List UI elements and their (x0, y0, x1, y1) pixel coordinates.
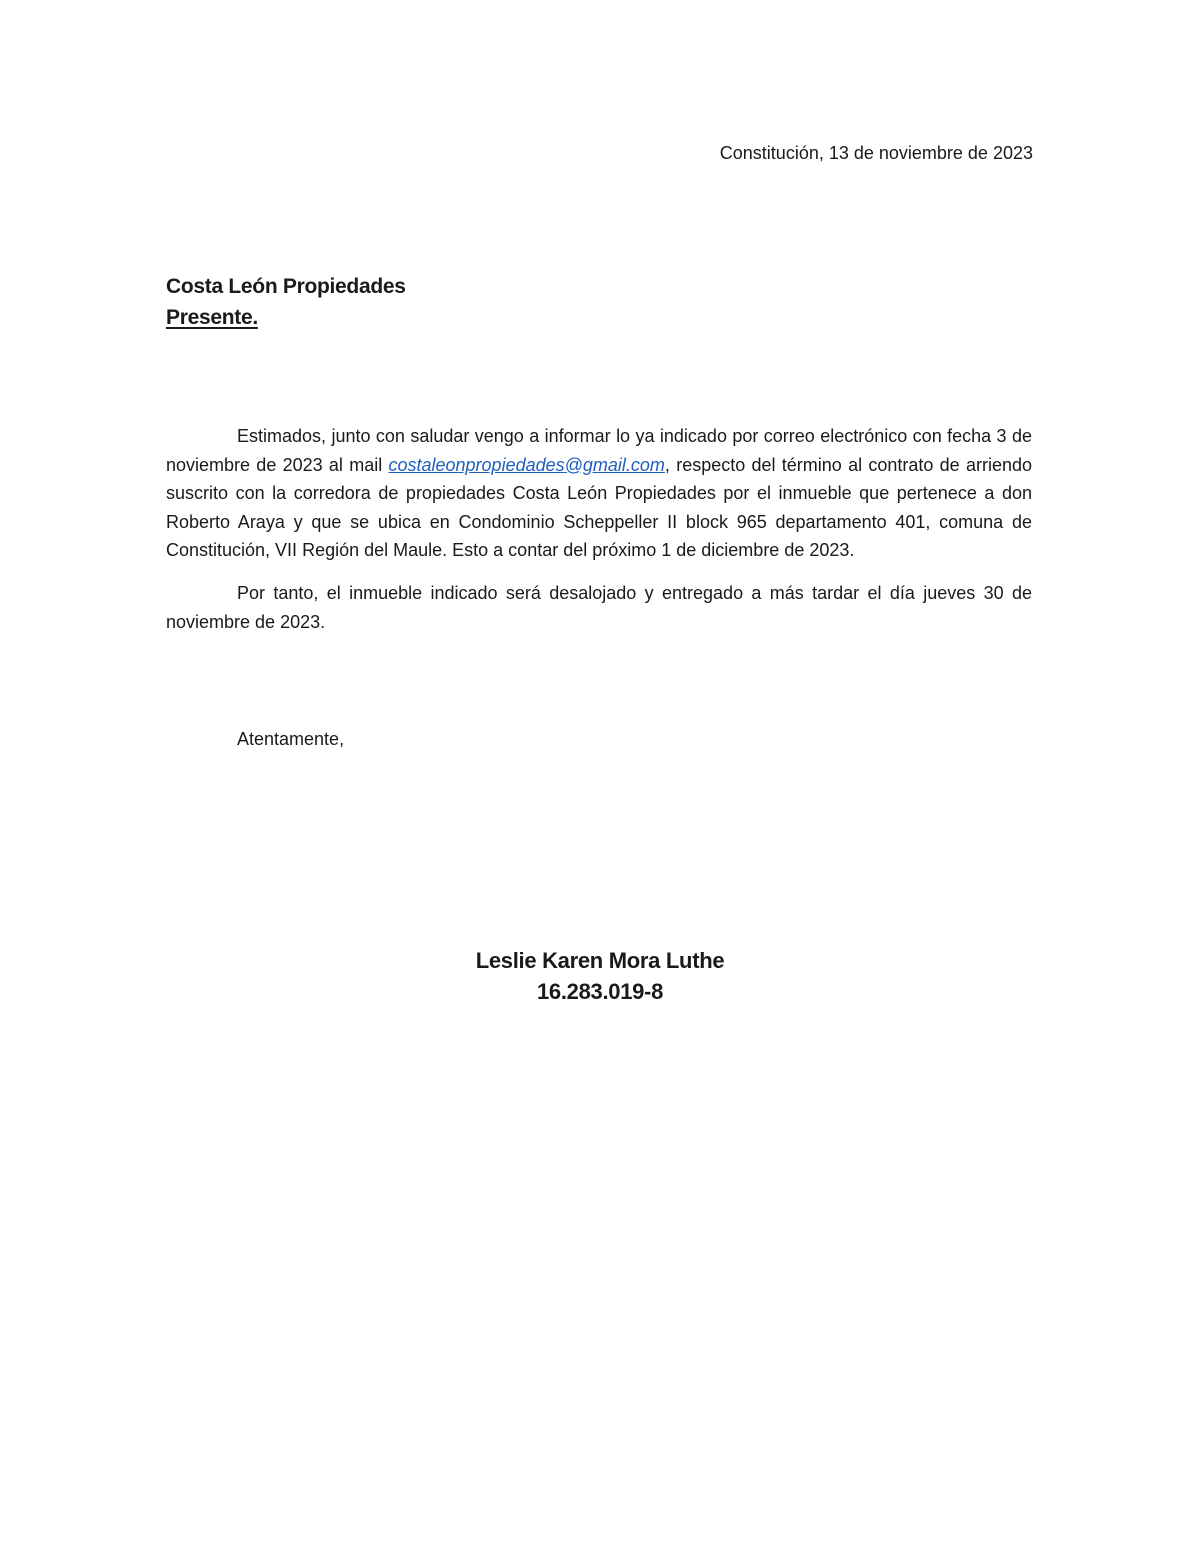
email-link[interactable]: costaleonpropiedades@gmail.com (388, 454, 665, 475)
paragraph-1-rest: , respecto del término al contrato de arriendo suscrito con la corredora de propiedades Costa León Propiedades por el inmueble que pertenece a don Roberto Araya y que se ubica en Condominio Scheppeller II block 965 departamento 401, comuna de Constitución, VII Región del Maule. Esto a contar del próximo 1 de diciembre de 2023. (166, 454, 1033, 561)
paragraph-1-intro: Estimados, junto con saludar vengo a informar lo ya indicado por correo electrónico con fecha 3 de noviembre de 2023 al mail (166, 426, 1032, 475)
presente-text: Presente. (166, 306, 258, 329)
body-paragraph-1 (166, 422, 1032, 565)
signature-id-number: 16.283.019-8 (536, 979, 664, 1004)
signature-block (0, 945, 1200, 1007)
addressee-salutation (166, 302, 406, 333)
closing-text: Atentamente, (237, 729, 345, 749)
date-line: Constitución, 13 de noviembre de 2023 (719, 143, 1033, 163)
addressee-block (166, 271, 406, 333)
body-paragraph-2: Por tanto, el inmueble indicado será desalojado y entregado a más tardar el día jueves 30 de noviembre de 2023. (166, 582, 1032, 632)
letter-body (166, 422, 1032, 650)
signature-name: Leslie Karen Mora Luthe (475, 948, 725, 973)
addressee-name: Costa León Propiedades (166, 275, 406, 298)
